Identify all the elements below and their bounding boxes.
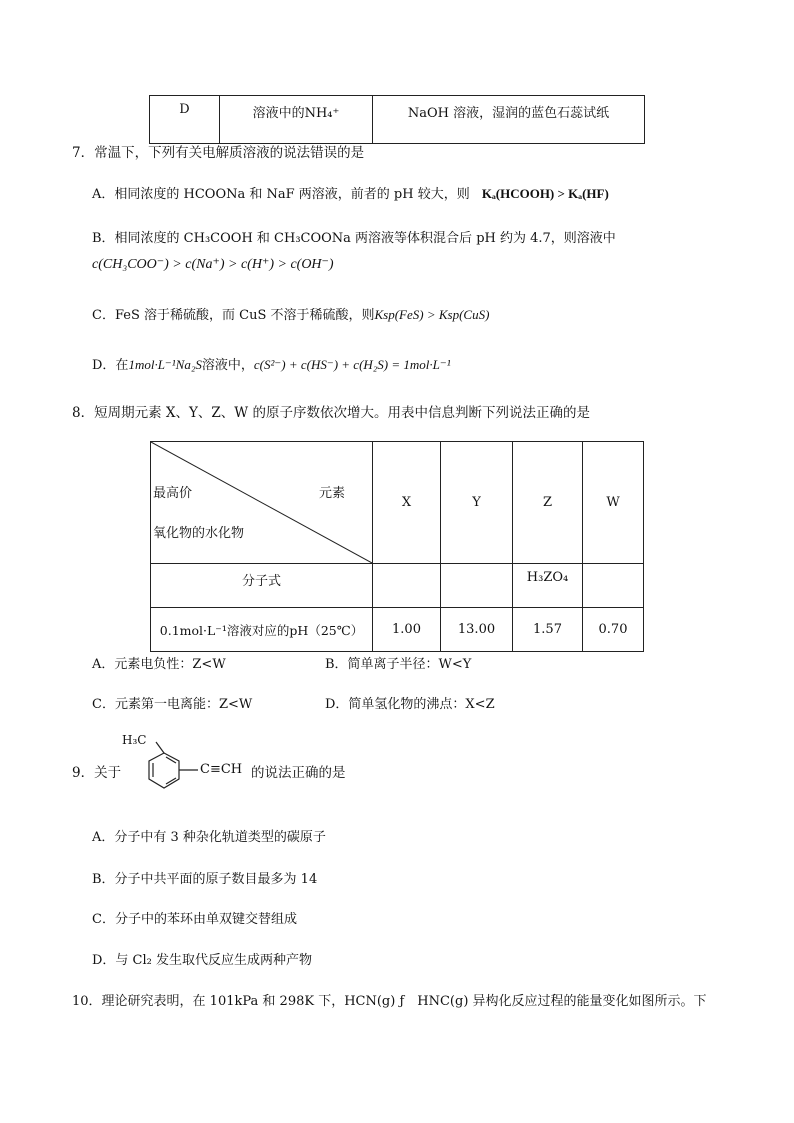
q7-option-a-math: Kₐ(HCOOH) > Kₐ(HF) bbox=[481, 186, 609, 201]
q9-option-c: C．分子中的苯环由单双键交替组成 bbox=[92, 912, 297, 927]
table-row bbox=[151, 608, 644, 652]
q9-option-b: B．分子中共平面的原子数目最多为 14 bbox=[92, 872, 318, 887]
q7-stem: 7．常温下，下列有关电解质溶液的说法错误的是 bbox=[72, 145, 365, 161]
q9-option-d: D．与 Cl₂ 发生取代反应生成两种产物 bbox=[92, 953, 313, 968]
col-header-x: X bbox=[373, 442, 441, 564]
table-cell: 溶液中的NH₄⁺ bbox=[220, 96, 373, 144]
table-cell: 13.00 bbox=[441, 608, 513, 652]
diagonal-line bbox=[151, 442, 372, 563]
methyl-label: H₃C bbox=[122, 733, 147, 747]
table-cell bbox=[583, 564, 644, 608]
table-cell: H₃ZO₄ bbox=[513, 564, 583, 608]
col-header-w: W bbox=[583, 442, 644, 564]
q7-option-d-math-a: 1mol·L⁻¹Na₂S bbox=[128, 357, 202, 372]
q7-option-a bbox=[92, 183, 609, 202]
table-cell: 1.57 bbox=[513, 608, 583, 652]
q7-option-a-text: A．相同浓度的 HCOONa 和 NaF 两溶液，前者的 pH 较大，则 bbox=[92, 187, 470, 202]
table-cell bbox=[441, 564, 513, 608]
q8-option-b: B．简单离子半径：W<Y bbox=[325, 657, 472, 672]
q10-stem: 10．理论研究表明，在 101kPa 和 298K 下，HCN(g) ƒ HNC(g) 异构化反应过程的能量变化如图所示。下 bbox=[72, 994, 707, 1009]
diagonal-header-cell bbox=[151, 442, 373, 564]
q8-option-d: D．简单氢化物的沸点：X<Z bbox=[325, 697, 495, 712]
q8-stem: 8．短周期元素 X、Y、Z、W 的原子序数依次增大。用表中信息判断下列说法正确的是 bbox=[72, 405, 590, 421]
alkyne-label: C≡CH bbox=[200, 762, 243, 777]
q8-option-a: A．元素电负性：Z<W bbox=[92, 657, 226, 672]
q9-option-a: A．分子中有 3 种杂化轨道类型的碳原子 bbox=[92, 830, 326, 845]
q7-option-d-text-a: D．在 bbox=[92, 358, 129, 373]
table-cell: NaOH 溶液，湿润的蓝色石蕊试纸 bbox=[373, 96, 645, 144]
molecule-structure bbox=[120, 733, 250, 803]
q7-option-d bbox=[92, 354, 451, 373]
table-cell: 1.00 bbox=[373, 608, 441, 652]
table-cell: 0.70 bbox=[583, 608, 644, 652]
q7-option-c bbox=[92, 304, 489, 323]
q8-table bbox=[150, 441, 644, 652]
table-cell bbox=[373, 564, 441, 608]
q7-option-b-math: c(CH₃COO⁻) > c(Na⁺) > c(H⁺) > c(OH⁻) bbox=[92, 257, 334, 272]
diag-header-left1: 最高价 bbox=[153, 486, 193, 501]
q8-option-c: C．元素第一电离能：Z<W bbox=[92, 697, 253, 712]
row-label-ph: 0.1mol·L⁻¹溶液对应的pH（25℃） bbox=[151, 608, 373, 652]
table-row bbox=[151, 442, 644, 564]
table-row bbox=[151, 564, 644, 608]
diag-header-left2: 氧化物的水化物 bbox=[153, 526, 245, 541]
diag-header-top: 元素 bbox=[319, 486, 346, 501]
table-cell: D bbox=[150, 96, 220, 144]
q7-option-d-math-b: c(S²⁻) + c(HS⁻) + c(H₂S) = 1mol·L⁻¹ bbox=[253, 357, 451, 372]
q9-stem-b: 的说法正确的是 bbox=[251, 765, 346, 781]
top-table bbox=[149, 95, 645, 144]
q7-option-b-text: B．相同浓度的 CH₃COOH 和 CH₃COONa 两溶液等体积混合后 pH 约为 4.7，则溶液中 bbox=[92, 231, 616, 246]
q7-option-c-math: Ksp(FeS) > Ksp(CuS) bbox=[374, 307, 490, 322]
row-label-formula: 分子式 bbox=[151, 564, 373, 608]
col-header-z: Z bbox=[513, 442, 583, 564]
q9-stem-a: 9．关于 bbox=[72, 765, 122, 781]
q7-option-c-text: C．FeS 溶于稀硫酸，而 CuS 不溶于稀硫酸，则 bbox=[92, 308, 375, 323]
col-header-y: Y bbox=[441, 442, 513, 564]
q7-option-d-text-b: 溶液中， bbox=[201, 358, 254, 373]
table-row bbox=[150, 96, 645, 144]
